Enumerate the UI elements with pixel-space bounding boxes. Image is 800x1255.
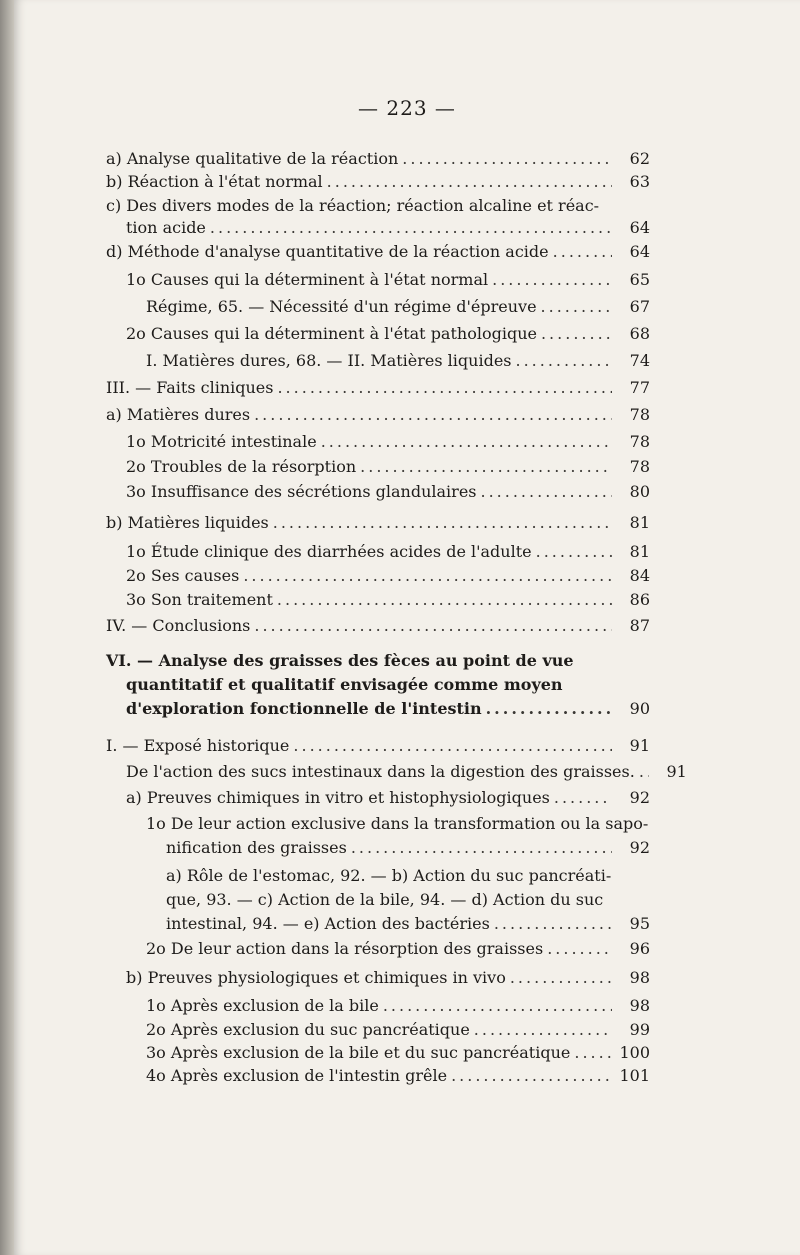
toc-entry: 2o De leur action dans la résorption des graisses ..... 96 [146, 939, 650, 958]
book-page [14, 0, 800, 1255]
section-heading: VI. — Analyse des graisses des fèces au point de vue [106, 651, 574, 670]
toc-entry: III. — Faits cliniques ..... 77 [106, 378, 650, 397]
toc-entry: 2o Après exclusion du suc pancréatique ..... 99 [146, 1020, 650, 1039]
toc-entry: De l'action des sucs intestinaux dans la digestion des graisses. ..... 91 [126, 762, 650, 781]
toc-entry: 2o Causes qui la déterminent à l'état pathologique ..... 68 [126, 324, 650, 343]
toc-entry: a) Matières dures ..... 78 [106, 405, 650, 424]
toc-entry: 3o Son traitement ..... 86 [126, 590, 650, 609]
toc-entry: 2o Ses causes ..... 84 [126, 566, 650, 585]
toc-entry: d'exploration fonctionnelle de l'intestin ..... 90 [126, 699, 650, 718]
toc-entry: I. — Exposé historique ..... 91 [106, 736, 650, 755]
page-left-edge [0, 0, 14, 1255]
toc-entry: 1o Causes qui la déterminent à l'état normal ..... 65 [126, 270, 650, 289]
toc-entry: a) Rôle de l'estomac, 92. — b) Action du suc pancréati- [166, 866, 612, 885]
toc-entry: b) Matières liquides ..... 81 [106, 513, 650, 532]
toc-entry: 2o Troubles de la résorption ..... 78 [126, 457, 650, 476]
toc-entry: d) Méthode d'analyse quantitative de la réaction acide ..... 64 [106, 242, 650, 261]
toc-entry: 3o Après exclusion de la bile et du suc pancréatique ..... 100 [146, 1043, 650, 1062]
toc-entry: 1o De leur action exclusive dans la transformation ou la sapo- [146, 814, 649, 833]
toc-entry: tion acide ..... 64 [126, 218, 650, 237]
toc-entry: 1o Après exclusion de la bile ..... 98 [146, 996, 650, 1015]
toc-entry: c) Des divers modes de la réaction; réaction alcaline et réac- [106, 196, 600, 215]
page-number: — 223 — [358, 96, 456, 120]
toc-entry: 1o Motricité intestinale ..... 78 [126, 432, 650, 451]
toc-entry: a) Preuves chimiques in vitro et histophysiologiques ..... 92 [126, 788, 650, 807]
toc-entry: IV. — Conclusions ..... 87 [106, 616, 650, 635]
toc-entry: a) Analyse qualitative de la réaction ..... 62 [106, 149, 650, 168]
toc-entry: b) Réaction à l'état normal ..... 63 [106, 172, 650, 191]
toc-entry: 4o Après exclusion de l'intestin grêle ..... 101 [146, 1066, 650, 1085]
toc-entry: que, 93. — c) Action de la bile, 94. — d) Action du suc [166, 890, 604, 909]
section-heading: quantitatif et qualitatif envisagée comme moyen [126, 675, 563, 694]
toc-entry: 3o Insuffisance des sécrétions glandulaires ..... 80 [126, 482, 650, 501]
toc-entry: nification des graisses ..... 92 [166, 838, 650, 857]
toc-entry: b) Preuves physiologiques et chimiques in vivo ..... 98 [126, 968, 650, 987]
toc-entry: Régime, 65. — Nécessité d'un régime d'épreuve ..... 67 [146, 297, 650, 316]
toc-entry: 1o Étude clinique des diarrhées acides de l'adulte ..... 81 [126, 542, 650, 561]
toc-entry: I. Matières dures, 68. — II. Matières liquides ..... 74 [146, 351, 650, 370]
toc-entry: intestinal, 94. — e) Action des bactéries ..... 95 [166, 914, 650, 933]
